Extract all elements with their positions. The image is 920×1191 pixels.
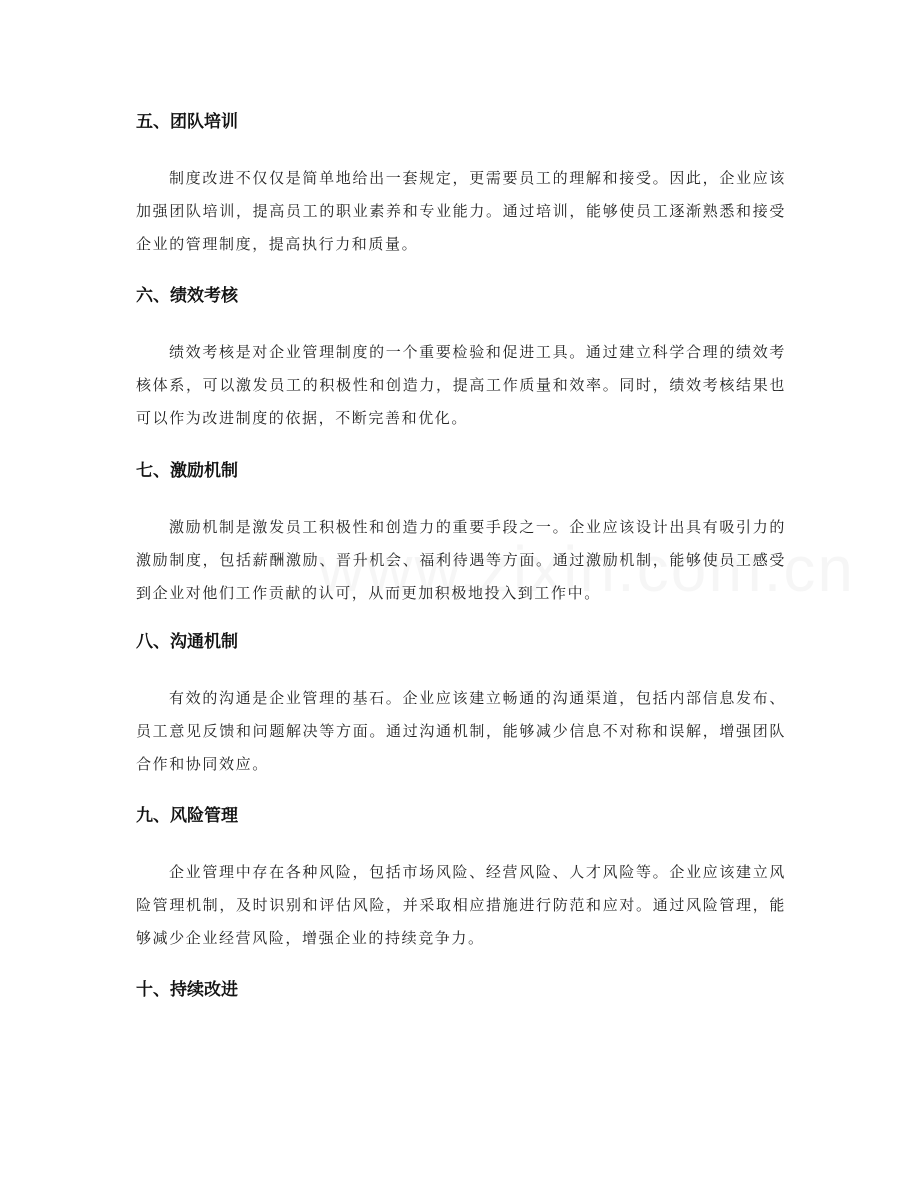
section-paragraph: 有效的沟通是企业管理的基石。企业应该建立畅通的沟通渠道，包括内部信息发布、员工意见反馈和问题解决等方面。通过沟通机制，能够减少信息不对称和误解，增强团队合作和协同效应。: [136, 689, 786, 773]
section-heading: 十、持续改进: [136, 980, 238, 1000]
section-paragraph: 企业管理中存在各种风险，包括市场风险、经营风险、人才风险等。企业应该建立风险管理机制，及时识别和评估风险，并采取相应措施进行防范和应对。通过风险管理，能够减少企业经营风险，增强企业的持续竞争力。: [136, 863, 786, 947]
section-communication-mechanism: [136, 630, 786, 781]
section-performance-review: [136, 284, 786, 435]
section-paragraph: 激励机制是激发员工积极性和创造力的重要手段之一。企业应该设计出具有吸引力的激励制度，包括薪酬激励、晋升机会、福利待遇等方面。通过激励机制，能够使员工感受到企业对他们工作贡献的认可，从而更加积极地投入到工作中。: [136, 518, 786, 602]
section-heading: 九、风险管理: [136, 806, 238, 826]
section-heading: 七、激励机制: [136, 461, 238, 481]
section-paragraph: 制度改进不仅仅是简单地给出一套规定，更需要员工的理解和接受。因此，企业应该加强团队培训，提高员工的职业素养和专业能力。通过培训，能够使员工逐渐熟悉和接受企业的管理制度，提高执行力和质量。: [136, 169, 786, 253]
section-paragraph: 绩效考核是对企业管理制度的一个重要检验和促进工具。通过建立科学合理的绩效考核体系，可以激发员工的积极性和创造力，提高工作质量和效率。同时，绩效考核结果也可以作为改进制度的依据，不断完善和优化。: [136, 343, 786, 427]
section-continuous-improvement: [136, 978, 786, 1002]
section-incentive-mechanism: [136, 459, 786, 610]
section-heading: 五、团队培训: [136, 112, 238, 132]
section-team-training: [136, 110, 786, 261]
section-risk-management: [136, 804, 786, 955]
section-heading: 六、绩效考核: [136, 286, 238, 306]
section-heading: 八、沟通机制: [136, 632, 238, 652]
